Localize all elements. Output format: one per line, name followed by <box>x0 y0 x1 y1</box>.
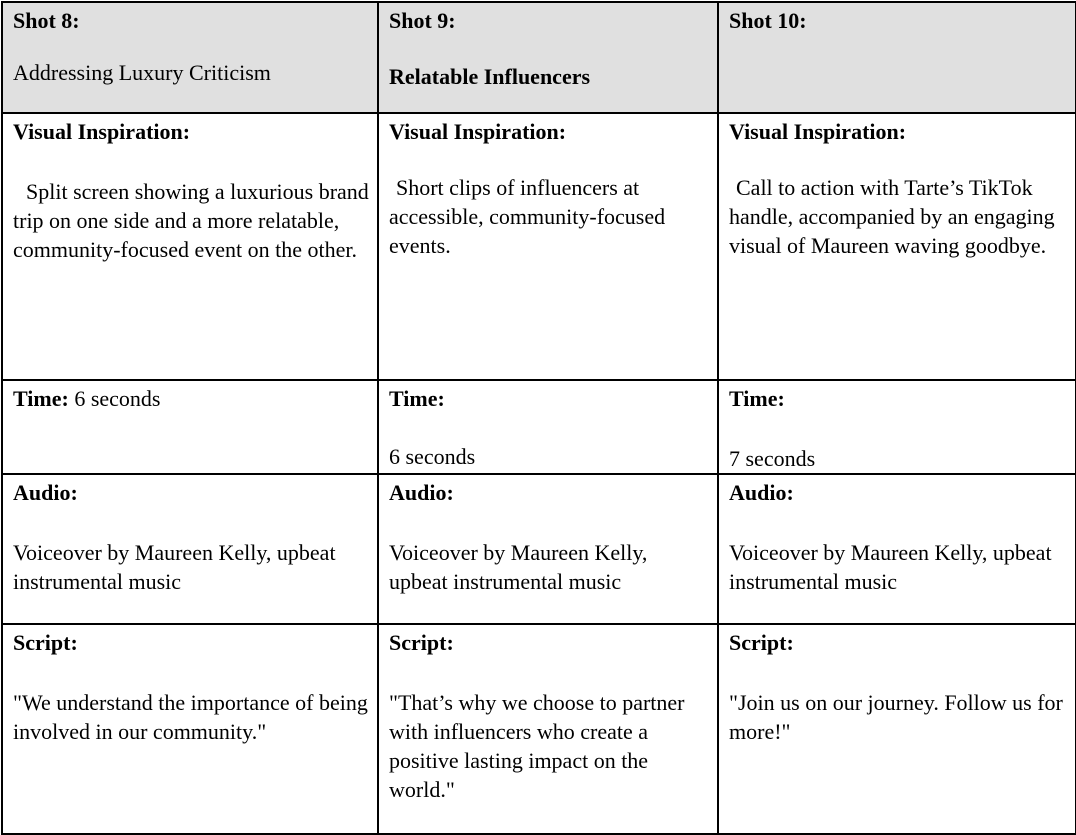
shot-10-visual-label: Visual Inspiration: <box>729 119 907 144</box>
shot-10-script-text: "Join us on our journey. Follow us for more!" <box>729 690 1063 744</box>
time-row <box>2 380 1076 474</box>
shot-9-visual-cell <box>378 113 718 380</box>
shot-8-audio-label: Audio: <box>13 480 78 505</box>
shot-9-audio-text: Voiceover by Maureen Kelly, upbeat instrumental music <box>389 540 648 594</box>
shot-9-time-label: Time: <box>389 386 445 411</box>
shot-10-time-label: Time: <box>729 386 785 411</box>
shot-10-audio-cell <box>718 474 1076 624</box>
storyboard-table <box>1 1 1076 835</box>
shot-9-time-cell <box>378 380 718 474</box>
shot-10-audio-label: Audio: <box>729 480 794 505</box>
shot-8-time-label: Time: <box>13 386 69 411</box>
shot-8-label: Shot 8: <box>13 8 80 33</box>
shot-10-time-value: 7 seconds <box>729 446 816 471</box>
shot-10-label: Shot 10: <box>729 8 807 33</box>
script-row <box>2 624 1076 834</box>
shot-9-script-label: Script: <box>389 630 454 655</box>
shot-10-time-cell <box>718 380 1076 474</box>
shot-8-script-label: Script: <box>13 630 78 655</box>
shot-8-title: Addressing Luxury Criticism <box>13 60 271 85</box>
shot-8-script-text: "We understand the importance of being involved in our community." <box>13 690 368 744</box>
shot-8-header-cell <box>2 2 378 113</box>
shot-8-visual-label: Visual Inspiration: <box>13 119 191 144</box>
shot-10-script-label: Script: <box>729 630 794 655</box>
shot-8-visual-text: Split screen showing a luxurious brand trip on one side and a more relatable, community-focused event on the other. <box>13 179 369 262</box>
shot-8-script-cell <box>2 624 378 834</box>
shot-9-script-cell <box>378 624 718 834</box>
shot-9-script-text: "That’s why we choose to partner with influencers who create a positive lasting impact on the world." <box>389 690 685 802</box>
shot-8-visual-cell <box>2 113 378 380</box>
shot-8-time-value: 6 seconds <box>74 386 161 411</box>
shot-9-visual-label: Visual Inspiration: <box>389 119 567 144</box>
shot-10-audio-text: Voiceover by Maureen Kelly, upbeat instrumental music <box>729 540 1052 594</box>
shot-header-row <box>2 2 1076 113</box>
shot-8-audio-text: Voiceover by Maureen Kelly, upbeat instrumental music <box>13 540 336 594</box>
visual-inspiration-row <box>2 113 1076 380</box>
shot-8-audio-cell <box>2 474 378 624</box>
shot-8-time-cell <box>2 380 378 474</box>
audio-row <box>2 474 1076 624</box>
shot-10-script-cell <box>718 624 1076 834</box>
shot-9-time-value: 6 seconds <box>389 444 476 469</box>
shot-9-audio-cell <box>378 474 718 624</box>
shot-9-audio-label: Audio: <box>389 480 454 505</box>
shot-9-header-cell <box>378 2 718 113</box>
shot-9-visual-text: Short clips of influencers at accessible, community-focused events. <box>389 175 666 258</box>
shot-9-title: Relatable Influencers <box>389 64 591 89</box>
shot-10-header-cell <box>718 2 1076 113</box>
shot-9-label: Shot 9: <box>389 8 456 33</box>
shot-10-visual-text: Call to action with Tarte’s TikTok handle, accompanied by an engaging visual of Maureen waving goodbye. <box>729 175 1055 258</box>
shot-10-visual-cell <box>718 113 1076 380</box>
